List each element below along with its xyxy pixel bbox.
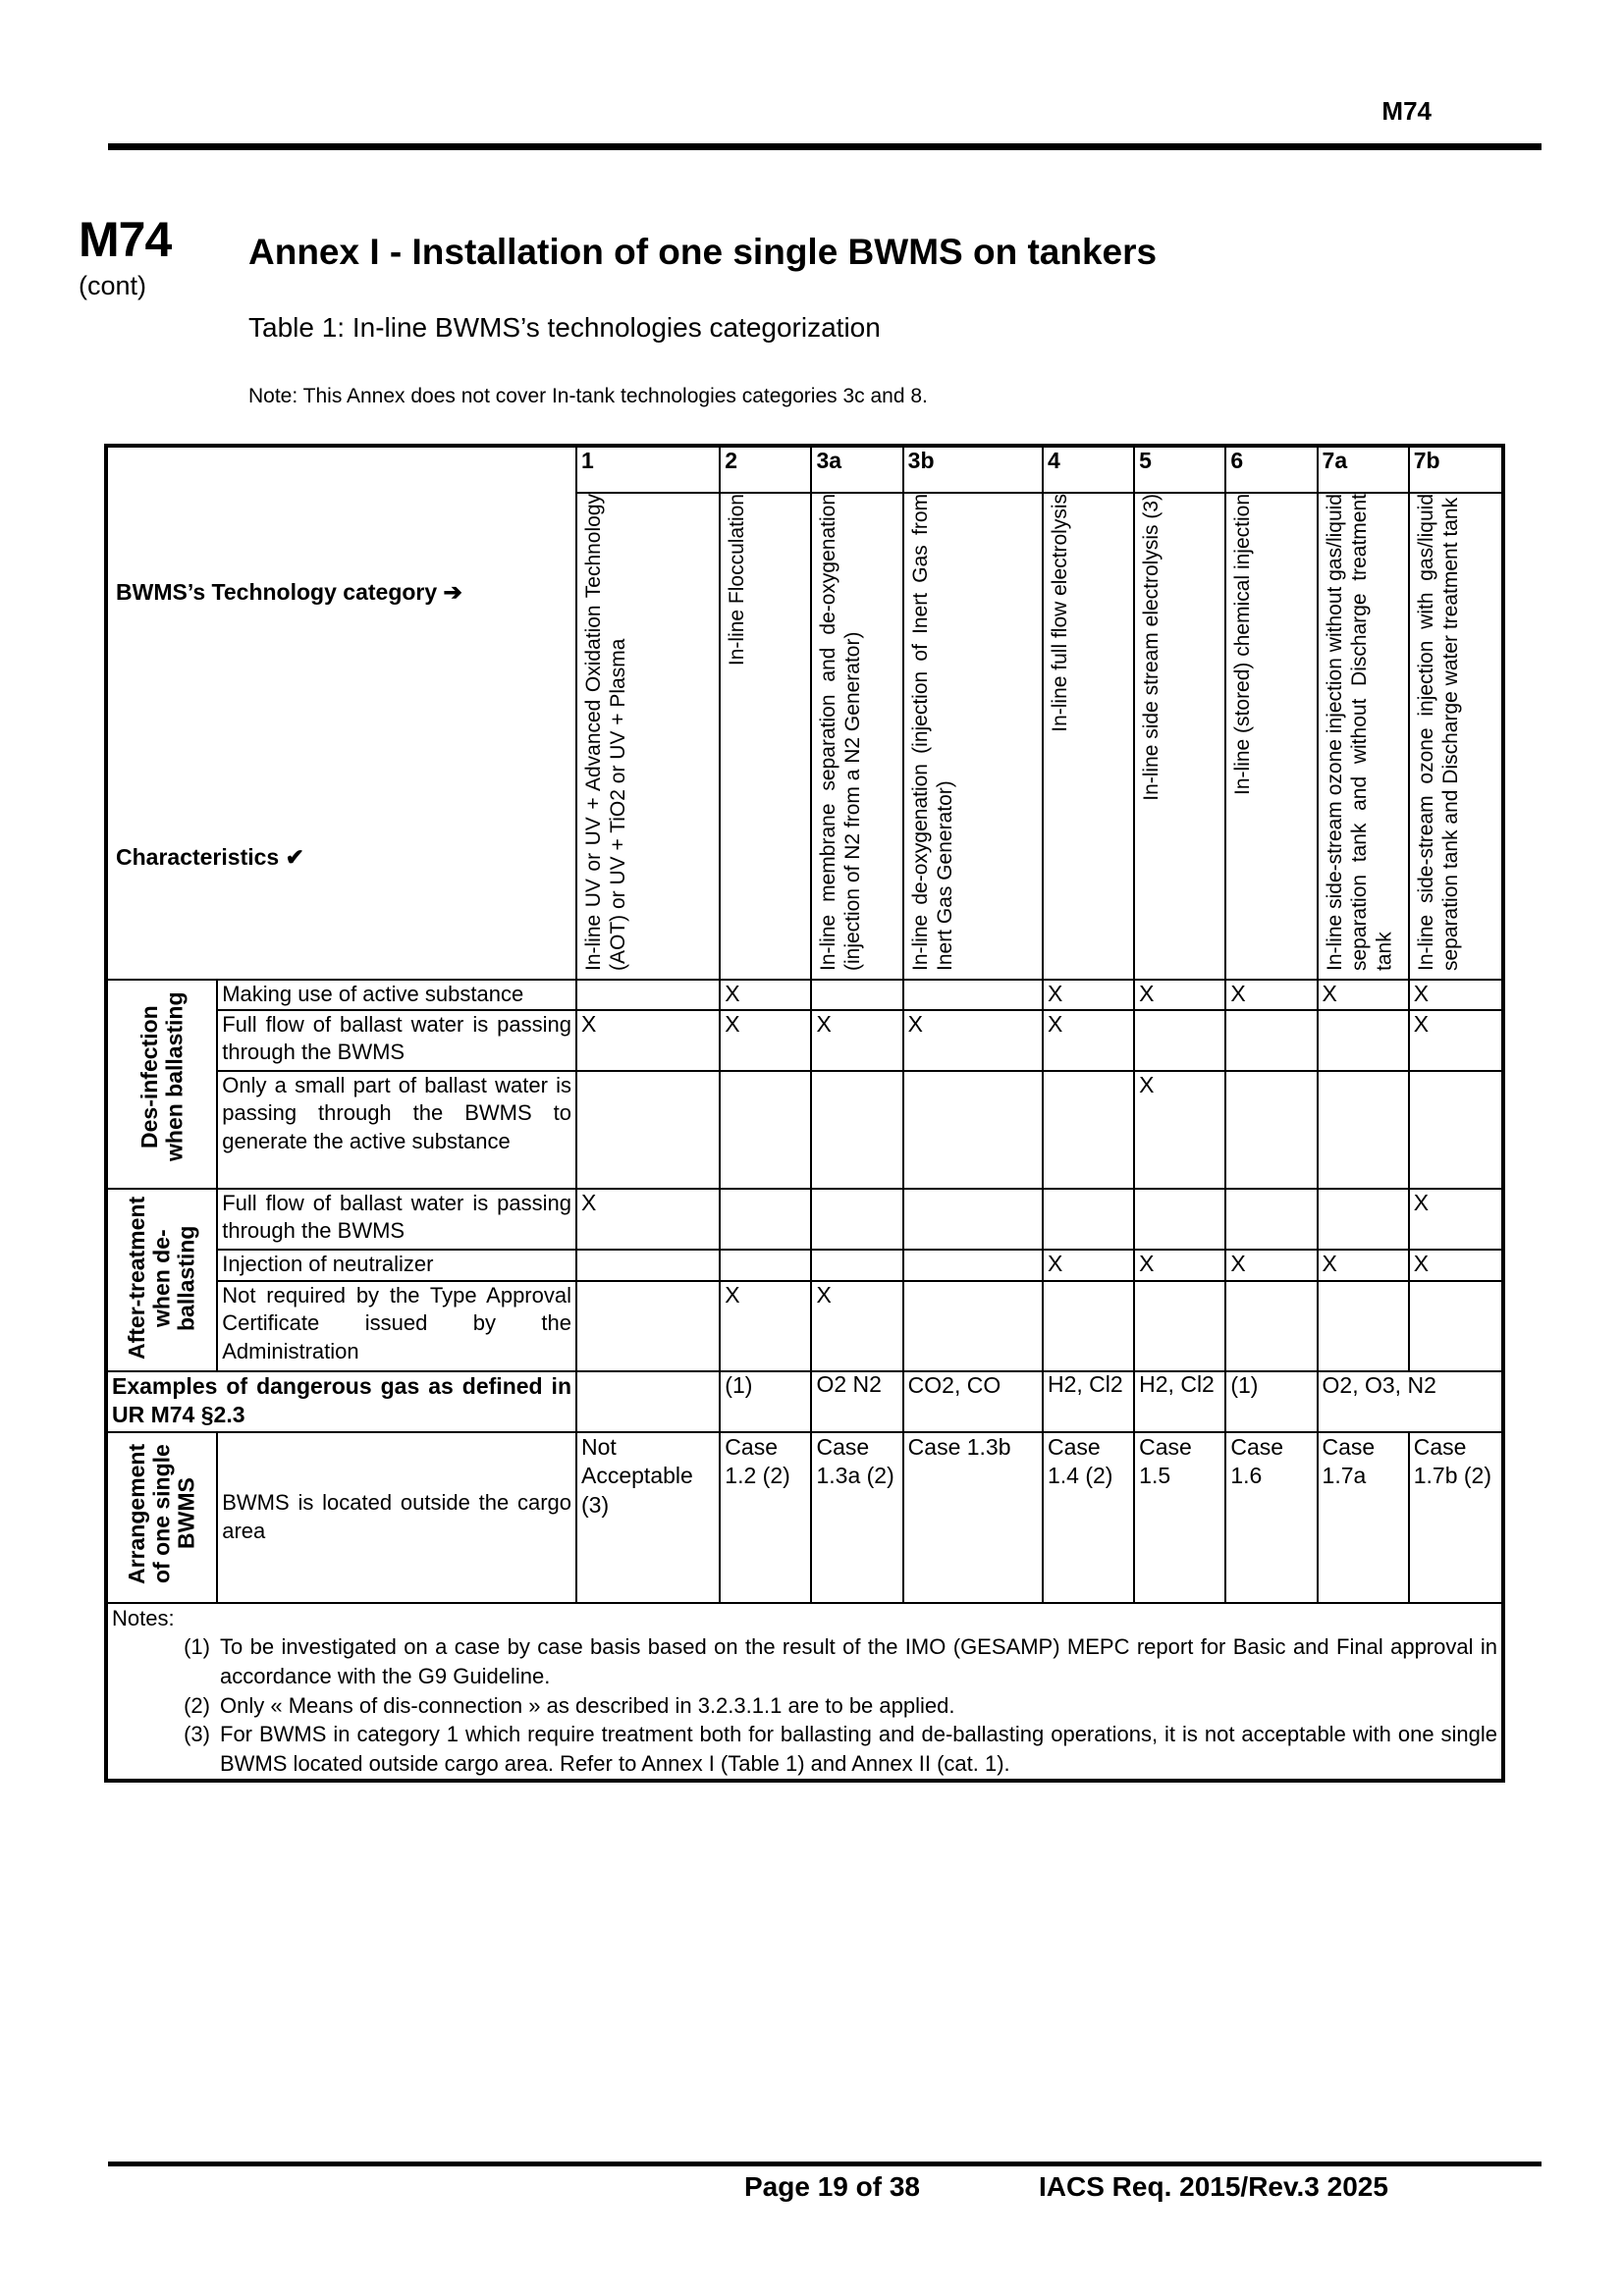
annex-note: Note: This Annex does not cover In-tank technologies categories 3c and 8. xyxy=(248,385,928,407)
category-number-row xyxy=(106,446,1503,493)
category-description xyxy=(1409,493,1503,980)
table-caption: Table 1: In-line BWMS’s technologies categorization xyxy=(248,312,881,343)
table-cell: X xyxy=(720,1010,811,1071)
table-cell: X xyxy=(1043,980,1134,1010)
table-cell: X xyxy=(720,980,811,1010)
footer-rule xyxy=(108,2162,1542,2166)
arrangement-label: BWMS is located outside the cargo area xyxy=(217,1432,576,1603)
table-cell: X xyxy=(1318,980,1409,1010)
table-cell xyxy=(1225,1189,1317,1250)
arrangement-cell: Case 1.7a xyxy=(1318,1432,1409,1603)
table-cell: X xyxy=(1134,1250,1225,1281)
category-description xyxy=(811,493,902,980)
category-description-text: In-line (stored) chemical injection xyxy=(1231,494,1255,795)
row-label: Injection of neutralizer xyxy=(217,1250,576,1281)
table-row xyxy=(106,1071,1503,1189)
category-description xyxy=(903,493,1043,980)
table-cell xyxy=(576,1281,720,1371)
arrangement-cell: Not Acceptable (3) xyxy=(576,1432,720,1603)
row-label: Full flow of ballast water is passing through the BWMS xyxy=(217,1189,576,1250)
table-cell xyxy=(720,1189,811,1250)
category-description-text: In-line side-stream ozone injection without gas/liquid separation tank and without Discharge treatment tank xyxy=(1323,494,1395,971)
note-text: Only « Means of dis-connection » as described in 3.2.3.1.1 are to be applied. xyxy=(220,1692,955,1718)
category-description xyxy=(720,493,811,980)
aftertreatment-group-text: After-treatment when de-ballasting xyxy=(124,1196,199,1360)
note-text: To be investigated on a case by case basis based on the result of the IMO (GESAMP) MEPC report for Basic and Final approval in accordance with the G9 Guideline. xyxy=(220,1634,1497,1688)
category-number: 6 xyxy=(1225,446,1317,493)
gas-cell: (1) xyxy=(1225,1371,1317,1432)
category-number: 4 xyxy=(1043,446,1134,493)
table-cell xyxy=(1043,1071,1134,1189)
table-cell xyxy=(1043,1281,1134,1371)
table-cell xyxy=(1225,1010,1317,1071)
notes-title: Notes: xyxy=(112,1605,175,1630)
table-cell xyxy=(1225,1071,1317,1189)
notes-row xyxy=(106,1603,1503,1781)
header-code: M74 xyxy=(1381,96,1432,126)
arrangement-cell: Case 1.4 (2) xyxy=(1043,1432,1134,1603)
category-description xyxy=(1134,493,1225,980)
table-cell: X xyxy=(576,1189,720,1250)
table-cell xyxy=(903,1281,1043,1371)
table-cell xyxy=(576,1250,720,1281)
table-cell xyxy=(720,1071,811,1189)
table-row xyxy=(106,1281,1503,1371)
table-cell: X xyxy=(811,1281,902,1371)
table-cell: X xyxy=(1318,1250,1409,1281)
table-cell xyxy=(903,1071,1043,1189)
gas-cell: O2, O3, N2 xyxy=(1318,1371,1503,1432)
table-row xyxy=(106,1189,1503,1250)
gas-cell: (1) xyxy=(720,1371,811,1432)
disinfection-group-text: Des-infection when ballasting xyxy=(135,991,188,1162)
document-reference: IACS Req. 2015/Rev.3 2025 xyxy=(1039,2171,1388,2202)
table-cell xyxy=(576,980,720,1010)
arrangement-cell: Case 1.7b (2) xyxy=(1409,1432,1503,1603)
category-number: 3b xyxy=(903,446,1043,493)
table-cell xyxy=(1409,1071,1503,1189)
bwms-table xyxy=(104,444,1505,1783)
category-description xyxy=(1043,493,1134,980)
disinfection-group-label xyxy=(106,980,217,1189)
table-cell: X xyxy=(1134,1071,1225,1189)
gas-cell xyxy=(576,1371,720,1432)
note-item xyxy=(112,1691,1497,1721)
table-corner xyxy=(106,446,576,980)
category-description xyxy=(1318,493,1409,980)
gas-cell: CO2, CO xyxy=(903,1371,1043,1432)
table-cell xyxy=(1318,1281,1409,1371)
table-cell: X xyxy=(1409,1010,1503,1071)
technology-category-heading: BWMS’s Technology category ➔ xyxy=(116,579,462,605)
table-cell: X xyxy=(1409,1189,1503,1250)
category-number: 5 xyxy=(1134,446,1225,493)
table-row xyxy=(106,1010,1503,1071)
arrangement-cell: Case 1.6 xyxy=(1225,1432,1317,1603)
characteristics-heading: Characteristics ✔ xyxy=(116,844,304,870)
note-number: (2) xyxy=(184,1692,210,1718)
table-cell xyxy=(811,1071,902,1189)
page-number: Page 19 of 38 xyxy=(744,2171,920,2202)
note-number: (3) xyxy=(184,1722,210,1747)
gas-row xyxy=(106,1371,1503,1432)
side-code: M74 xyxy=(79,212,172,267)
table-cell: X xyxy=(1043,1250,1134,1281)
table-cell xyxy=(1318,1189,1409,1250)
arrangement-row xyxy=(106,1432,1503,1603)
table-cell: X xyxy=(720,1281,811,1371)
table-cell xyxy=(1225,1281,1317,1371)
table-cell: X xyxy=(903,1010,1043,1071)
page-title: Annex I - Installation of one single BWMS on tankers xyxy=(248,232,1158,272)
table-cell xyxy=(1134,1189,1225,1250)
table-cell xyxy=(811,1189,902,1250)
table-cell xyxy=(720,1250,811,1281)
table-cell xyxy=(811,980,902,1010)
arrangement-cell: Case 1.3b xyxy=(903,1432,1043,1603)
category-number: 2 xyxy=(720,446,811,493)
table-cell: X xyxy=(811,1010,902,1071)
gas-label: Examples of dangerous gas as defined in UR M74 §2.3 xyxy=(106,1371,576,1432)
table-row xyxy=(106,980,1503,1010)
table-cell: X xyxy=(576,1010,720,1071)
table-cell xyxy=(903,1189,1043,1250)
table-cell xyxy=(1409,1281,1503,1371)
arrangement-group-label xyxy=(106,1432,217,1603)
category-description-text: In-line de-oxygenation (injection of Inert Gas from Inert Gas Generator) xyxy=(908,494,956,971)
table-row xyxy=(106,1250,1503,1281)
note-item xyxy=(112,1720,1497,1778)
category-description-text: In-line membrane separation and de-oxygenation (injection of N2 from a N2 Generator) xyxy=(817,494,865,971)
category-number: 3a xyxy=(811,446,902,493)
table-cell xyxy=(811,1250,902,1281)
side-cont: (cont) xyxy=(79,271,147,300)
arrangement-cell: Case 1.2 (2) xyxy=(720,1432,811,1603)
category-number: 7a xyxy=(1318,446,1409,493)
category-number: 1 xyxy=(576,446,720,493)
header-rule xyxy=(108,143,1542,150)
row-label: Not required by the Type Approval Certificate issued by the Administration xyxy=(217,1281,576,1371)
category-description-text: In-line side stream electrolysis (3) xyxy=(1140,494,1163,801)
gas-cell: H2, Cl2 xyxy=(1043,1371,1134,1432)
table-cell xyxy=(1318,1071,1409,1189)
category-number: 7b xyxy=(1409,446,1503,493)
arrangement-cell: Case 1.5 xyxy=(1134,1432,1225,1603)
table-cell: X xyxy=(1409,1250,1503,1281)
table-cell xyxy=(903,980,1043,1010)
table-cell: X xyxy=(1225,1250,1317,1281)
note-text: For BWMS in category 1 which require treatment both for ballasting and de-ballasting operations, it is not acceptable with one single BWMS located outside cargo area. Refer to Annex I (Table 1) and Annex II (cat. 1). xyxy=(220,1722,1497,1777)
category-description-text: In-line Flocculation xyxy=(726,494,749,667)
row-label: Making use of active substance xyxy=(217,980,576,1010)
category-description xyxy=(576,493,720,980)
category-description-text: In-line side-stream ozone injection with gas/liquid separation tank and Discharge water treatment tank xyxy=(1414,494,1462,971)
note-item xyxy=(112,1632,1497,1690)
note-number: (1) xyxy=(184,1634,210,1660)
table-cell: X xyxy=(1409,980,1503,1010)
category-description xyxy=(1225,493,1317,980)
table-cell: X xyxy=(1225,980,1317,1010)
row-label: Only a small part of ballast water is passing through the BWMS to generate the active substance xyxy=(217,1071,576,1189)
arrangement-group-text: Arrangement of one single BWMS xyxy=(124,1443,199,1584)
aftertreatment-group-label xyxy=(106,1189,217,1371)
table-cell xyxy=(903,1250,1043,1281)
notes xyxy=(106,1603,1503,1781)
table-cell xyxy=(1134,1281,1225,1371)
table-cell xyxy=(576,1071,720,1189)
category-description-text: In-line full flow electrolysis xyxy=(1048,494,1071,732)
table-cell xyxy=(1318,1010,1409,1071)
gas-cell: O2 N2 xyxy=(811,1371,902,1432)
table-cell xyxy=(1043,1189,1134,1250)
category-description-text: In-line UV or UV + Advanced Oxidation Technology (AOT) or UV + TiO2 or UV + Plasma xyxy=(582,494,630,971)
arrangement-cell: Case 1.3a (2) xyxy=(811,1432,902,1603)
gas-cell: H2, Cl2 xyxy=(1134,1371,1225,1432)
table-cell xyxy=(1134,1010,1225,1071)
table-cell: X xyxy=(1134,980,1225,1010)
row-label: Full flow of ballast water is passing through the BWMS xyxy=(217,1010,576,1071)
table-cell: X xyxy=(1043,1010,1134,1071)
